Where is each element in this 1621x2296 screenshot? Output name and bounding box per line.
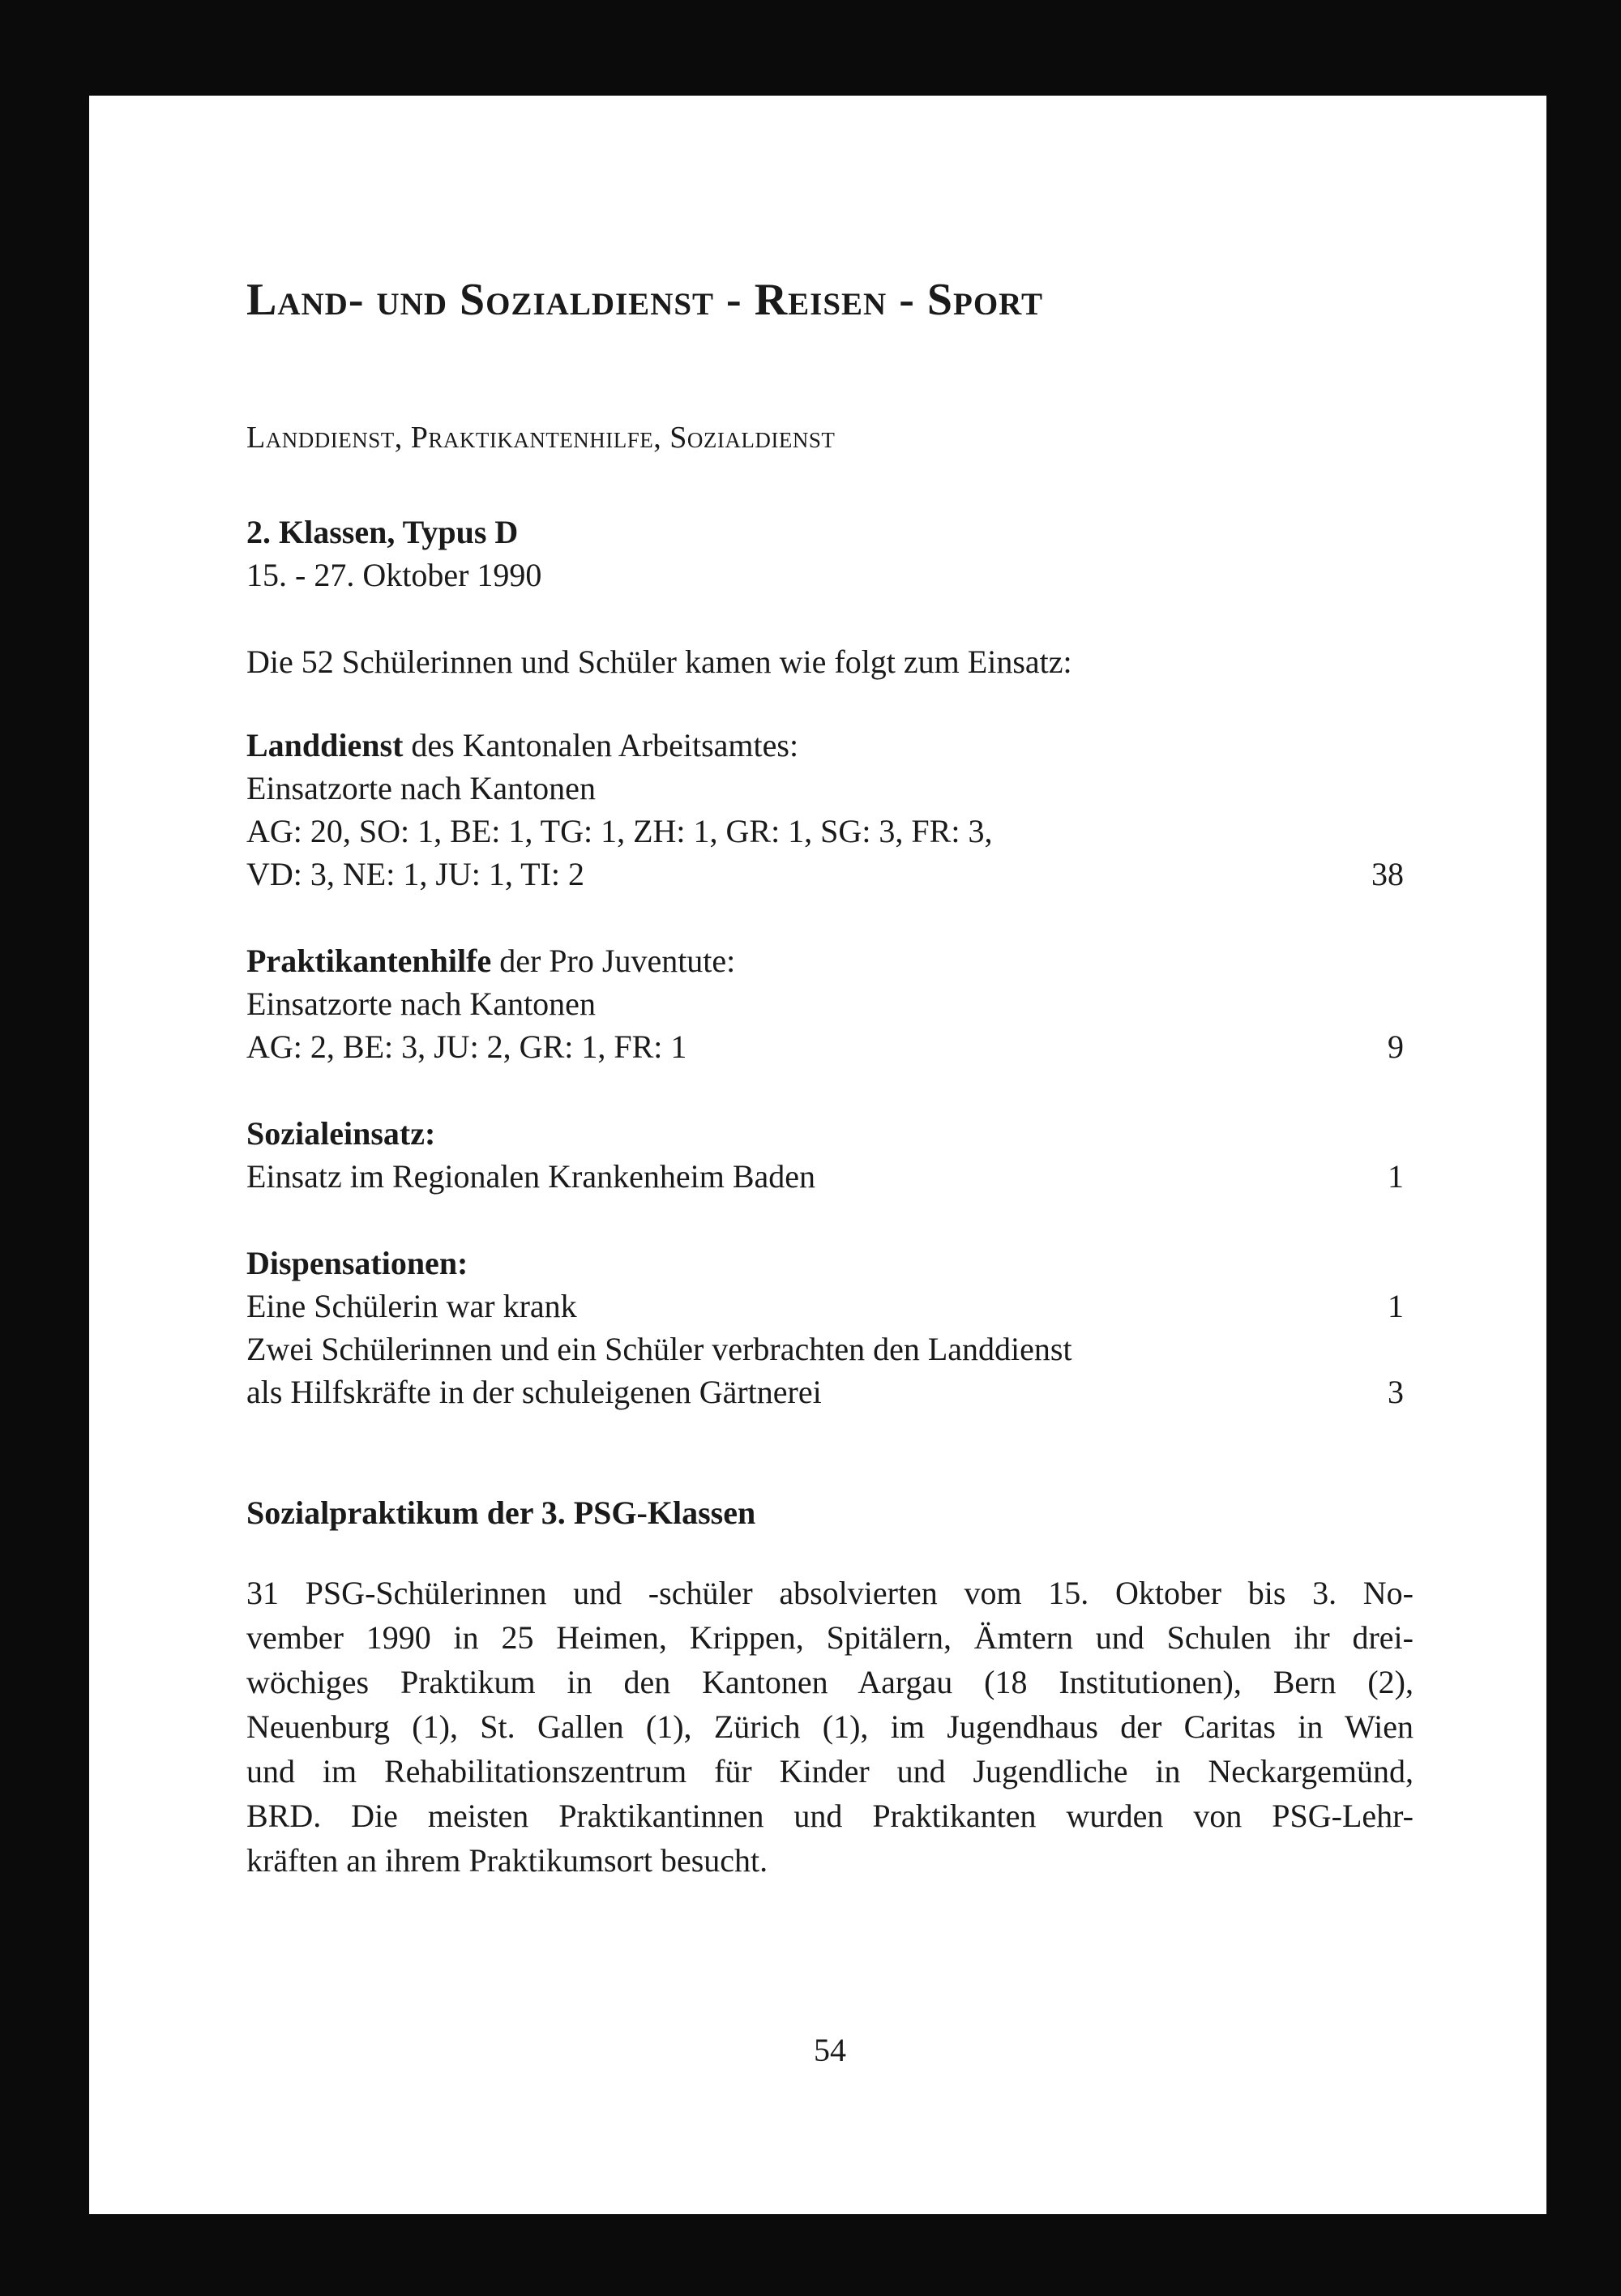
sozialpraktikum-paragraph — [246, 1571, 1414, 1883]
dispensationen-line: Eine Schülerin war krank — [246, 1288, 577, 1324]
document-page — [89, 96, 1546, 2214]
intro-text: Die 52 Schülerinnen und Schüler kamen wie folgt zum Einsatz: — [246, 643, 1072, 680]
dispensationen-heading: Dispensationen: — [246, 1245, 468, 1281]
page-number: 54 — [814, 2032, 846, 2068]
sozialpraktikum-heading: Sozialpraktikum der 3. PSG-Klassen — [246, 1494, 756, 1531]
page-title: Land- und Sozialdienst - Reisen - Sport — [246, 275, 1043, 325]
praktikantenhilfe-heading-bold: Praktikantenhilfe — [246, 943, 492, 979]
date-range: 15. - 27. Oktober 1990 — [246, 557, 542, 593]
landdienst-heading-rest: des Kantonalen Arbeitsamtes: — [403, 727, 799, 763]
praktikantenhilfe-heading-rest: der Pro Juventute: — [491, 943, 736, 979]
sozialeinsatz-heading: Sozialeinsatz: — [246, 1115, 436, 1152]
landdienst-heading — [246, 724, 798, 767]
paragraph-line: 31 PSG-Schülerinnen und -schüler absolvierten vom 15. Oktober bis 3. No- — [246, 1575, 1414, 1611]
paragraph-line: kräften an ihrem Praktikumsort besucht. — [246, 1842, 768, 1879]
section-subtitle: Landdienst, Praktikantenhilfe, Sozialdienst — [246, 421, 836, 455]
paragraph-line: Neuenburg (1), St. Gallen (1), Zürich (1), im Jugendhaus der Caritas in Wien — [246, 1708, 1414, 1745]
praktikantenhilfe-heading — [246, 939, 735, 983]
landdienst-line: VD: 3, NE: 1, JU: 1, TI: 2 — [246, 856, 585, 892]
landdienst-heading-bold: Landdienst — [246, 727, 404, 763]
paragraph-line: vember 1990 in 25 Heimen, Krippen, Spitälern, Ämtern und Schulen ihr drei- — [246, 1619, 1414, 1656]
dispensationen-line: Zwei Schülerinnen und ein Schüler verbrachten den Landdienst — [246, 1331, 1072, 1367]
paragraph-line: wöchiges Praktikum in den Kantonen Aargau (18 Institutionen), Bern (2), — [246, 1664, 1414, 1700]
sozialeinsatz-line: Einsatz im Regionalen Krankenheim Baden — [246, 1158, 816, 1195]
praktikantenhilfe-line: Einsatzorte nach Kantonen — [246, 986, 596, 1022]
dispensationen-count: 1 — [1388, 1288, 1404, 1324]
landdienst-count: 38 — [1371, 856, 1404, 892]
dispensationen-count: 3 — [1388, 1374, 1404, 1410]
landdienst-line: AG: 20, SO: 1, BE: 1, TG: 1, ZH: 1, GR: 1, SG: 3, FR: 3, — [246, 813, 993, 849]
praktikantenhilfe-count: 9 — [1388, 1028, 1404, 1065]
paragraph-line: BRD. Die meisten Praktikantinnen und Praktikanten wurden von PSG-Lehr- — [246, 1798, 1414, 1834]
class-heading: 2. Klassen, Typus D — [246, 514, 519, 550]
praktikantenhilfe-line: AG: 2, BE: 3, JU: 2, GR: 1, FR: 1 — [246, 1028, 687, 1065]
sozialeinsatz-count: 1 — [1388, 1158, 1404, 1195]
landdienst-line: Einsatzorte nach Kantonen — [246, 770, 596, 806]
dispensationen-line: als Hilfskräfte in der schuleigenen Gärtnerei — [246, 1374, 822, 1410]
paragraph-line: und im Rehabilitationszentrum für Kinder und Jugendliche in Neckargemünd, — [246, 1753, 1414, 1789]
